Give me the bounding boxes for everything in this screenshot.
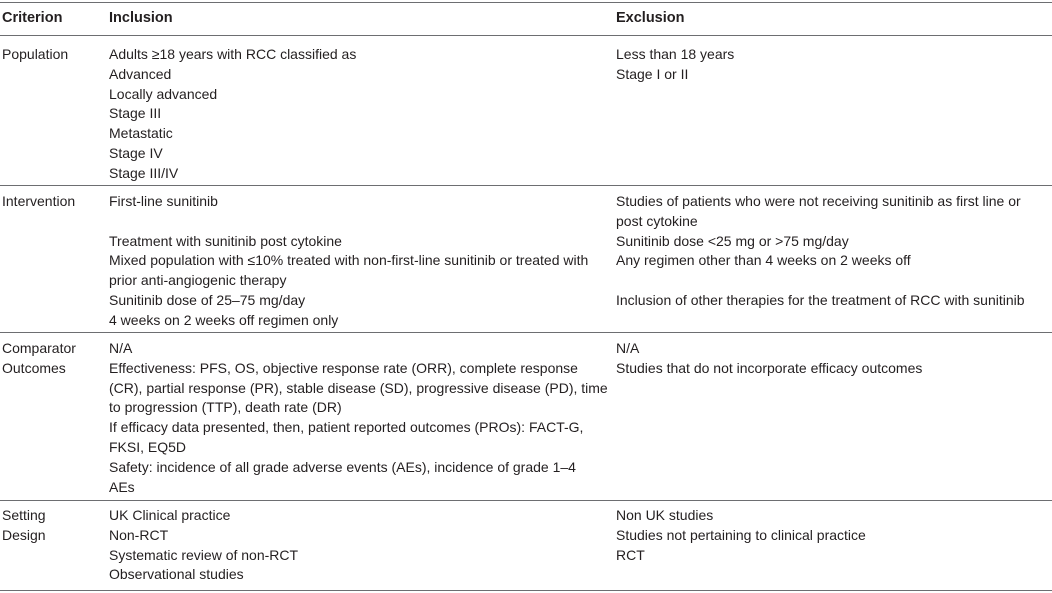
criterion-intervention: Intervention [2, 193, 76, 209]
header-rule [0, 35, 1052, 36]
list-item: (CR), partial response (PR), stable disease (SD), progressive disease (PD), time [109, 379, 608, 396]
list-item: Systematic review of non-RCT [109, 546, 299, 563]
list-item: N/A [616, 340, 640, 356]
row-rule [0, 185, 1052, 186]
list-item: 4 weeks on 2 weeks off regimen only [109, 311, 339, 328]
list-item [109, 212, 588, 232]
criterion-population: Population [2, 46, 69, 62]
list-item: Mixed population with ≤10% treated with non-first-line sunitinib or treated with [109, 252, 589, 269]
intervention-exclusion [616, 192, 1025, 311]
column-header-criterion: Criterion [2, 10, 63, 26]
list-item: First-line sunitinib [109, 193, 218, 209]
comparator-outcomes-inclusion [109, 339, 608, 497]
table-bottom-rule [0, 590, 1052, 591]
setting-design-exclusion [616, 506, 866, 565]
list-item: Any regimen other than 4 weeks on 2 weeks off [616, 252, 911, 269]
list-item: Adults ≥18 years with RCC classified as [109, 46, 357, 62]
row-rule [0, 332, 1052, 333]
list-item: Stage IV [109, 144, 163, 161]
criterion-outcomes: Outcomes [2, 359, 66, 376]
list-item: post cytokine [616, 212, 698, 229]
list-item: Locally advanced [109, 85, 218, 102]
list-item: Inclusion of other therapies for the treatment of RCC with sunitinib [616, 291, 1025, 308]
list-item: to progression (TTP), death rate (DR) [109, 399, 342, 416]
list-item: Sunitinib dose <25 mg or >75 mg/day [616, 232, 849, 249]
list-item: Stage I or II [616, 65, 689, 82]
list-item: Stage III/IV [109, 164, 179, 181]
list-item: Non UK studies [616, 507, 714, 523]
setting-design-inclusion [109, 506, 298, 585]
criterion-setting: Setting [2, 507, 46, 523]
list-item: Treatment with sunitinib post cytokine [109, 232, 342, 249]
criterion-setting-design [2, 506, 46, 546]
population-exclusion [616, 45, 734, 85]
list-item: Advanced [109, 65, 172, 82]
list-item: FKSI, EQ5D [109, 438, 187, 455]
list-item: Studies that do not incorporate efficacy outcomes [616, 359, 923, 376]
intervention-inclusion [109, 192, 588, 331]
list-item: Observational studies [109, 566, 244, 583]
list-item: Effectiveness: PFS, OS, objective response rate (ORR), complete response [109, 359, 578, 376]
list-item: Stage III [109, 105, 162, 122]
list-item: Non-RCT [109, 526, 169, 543]
column-header-exclusion: Exclusion [616, 10, 685, 26]
population-inclusion [109, 45, 356, 184]
list-item: prior anti-angiogenic therapy [109, 272, 287, 289]
list-item: AEs [109, 478, 135, 495]
comparator-outcomes-exclusion [616, 339, 922, 379]
list-item: UK Clinical practice [109, 507, 231, 523]
list-item: Studies of patients who were not receiving sunitinib as first line or [616, 193, 1021, 209]
list-item: Less than 18 years [616, 46, 735, 62]
list-item: Studies not pertaining to clinical practice [616, 526, 866, 543]
row-rule [0, 500, 1052, 501]
criterion-comparator: Comparator [2, 340, 76, 356]
list-item: N/A [109, 340, 133, 356]
list-item: If efficacy data presented, then, patient reported outcomes (PROs): FACT-G, [109, 419, 584, 436]
list-item: Safety: incidence of all grade adverse events (AEs), incidence of grade 1–4 [109, 458, 576, 475]
table-top-rule [0, 2, 1052, 3]
list-item [616, 271, 1025, 291]
criterion-design: Design [2, 526, 46, 543]
list-item: Metastatic [109, 125, 173, 142]
list-item: Sunitinib dose of 25–75 mg/day [109, 291, 306, 308]
list-item: RCT [616, 546, 645, 563]
column-header-inclusion: Inclusion [109, 10, 173, 26]
criterion-comparator-outcomes [2, 339, 76, 379]
